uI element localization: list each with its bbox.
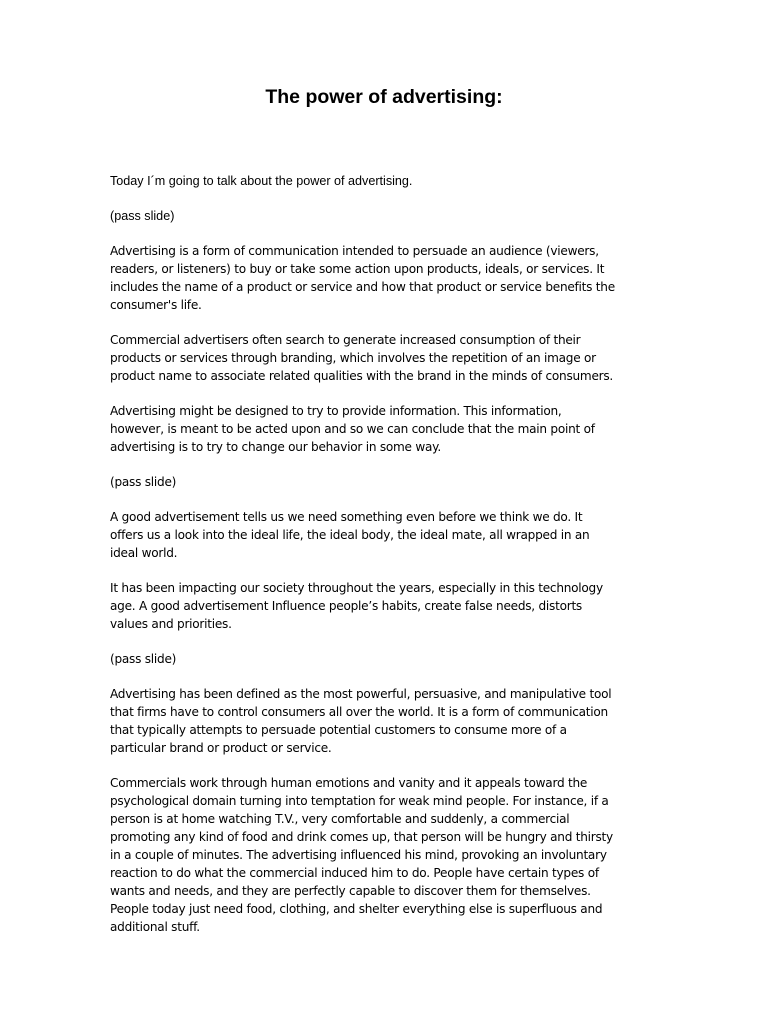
paragraph-line: Advertising is a form of communication intended to persuade an audience (viewers, [110, 244, 599, 258]
paragraph-line: particular brand or product or service. [110, 741, 332, 755]
paragraph-line: that firms have to control consumers all over the world. It is a form of communication [110, 705, 608, 719]
paragraph-definition [110, 242, 670, 314]
paragraph-line: Advertising might be designed to try to provide information. This information, [110, 404, 562, 418]
paragraph-line: person is at home watching T.V., very comfortable and suddenly, a commercial [110, 812, 570, 826]
paragraph-line: Commercial advertisers often search to generate increased consumption of their [110, 333, 581, 347]
pass-slide-cue-1: (pass slide) [110, 209, 175, 223]
paragraph-line: additional stuff. [110, 920, 200, 934]
pass-slide-cue-2: (pass slide) [110, 475, 177, 489]
paragraph-line: reaction to do what the commercial induced him to do. People have certain types of [110, 866, 599, 880]
paragraph-line: Commercials work through human emotions and vanity and it appeals toward the [110, 776, 588, 790]
paragraph-line: in a couple of minutes. The advertising influenced his mind, provoking an involuntary [110, 848, 607, 862]
paragraph-line: advertising is to try to change our behavior in some way. [110, 440, 441, 454]
paragraph-information [110, 402, 670, 456]
paragraph-line: product name to associate related qualities with the brand in the minds of consumers. [110, 369, 614, 383]
paragraph-line: wants and needs, and they are perfectly capable to discover them for themselves. [110, 884, 591, 898]
paragraph-line: however, is meant to be acted upon and so we can conclude that the main point of [110, 422, 595, 436]
paragraph-line: ideal world. [110, 546, 178, 560]
paragraph-line: Advertising has been defined as the most powerful, persuasive, and manipulative tool [110, 687, 612, 701]
paragraph-line: A good advertisement tells us we need something even before we think we do. It [110, 510, 583, 524]
document-body [110, 172, 670, 953]
paragraph-line: People today just need food, clothing, and shelter everything else is superfluous and [110, 902, 603, 916]
paragraph-line: readers, or listeners) to buy or take some action upon products, ideals, or services. It [110, 262, 605, 276]
paragraph-line: It has been impacting our society throughout the years, especially in this technology [110, 581, 603, 595]
paragraph-line: age. A good advertisement Influence people’s habits, create false needs, distorts [110, 599, 582, 613]
paragraph-line: offers us a look into the ideal life, the ideal body, the ideal mate, all wrapped in an [110, 528, 590, 542]
paragraph-emotions-vanity [110, 774, 670, 936]
paragraph-line: values and priorities. [110, 617, 232, 631]
paragraph-manipulative-tool [110, 685, 670, 757]
paragraph-line: products or services through branding, which involves the repetition of an image or [110, 351, 596, 365]
paragraph-line: promoting any kind of food and drink comes up, that person will be hungry and thirsty [110, 830, 613, 844]
paragraph-good-advertisement [110, 508, 670, 562]
paragraph-line: includes the name of a product or service and how that product or service benefits the [110, 280, 615, 294]
paragraph-line: psychological domain turning into temptation for weak mind people. For instance, if a [110, 794, 609, 808]
intro-paragraph: Today I´m going to talk about the power of advertising. [110, 174, 413, 188]
pass-slide-cue-3: (pass slide) [110, 652, 177, 666]
paragraph-commercial-advertisers [110, 331, 670, 385]
paragraph-line: that typically attempts to persuade potential customers to consume more of a [110, 723, 567, 737]
paragraph-line: consumer's life. [110, 298, 202, 312]
document-title: The power of advertising: [265, 86, 503, 108]
paragraph-society-impact [110, 579, 670, 633]
